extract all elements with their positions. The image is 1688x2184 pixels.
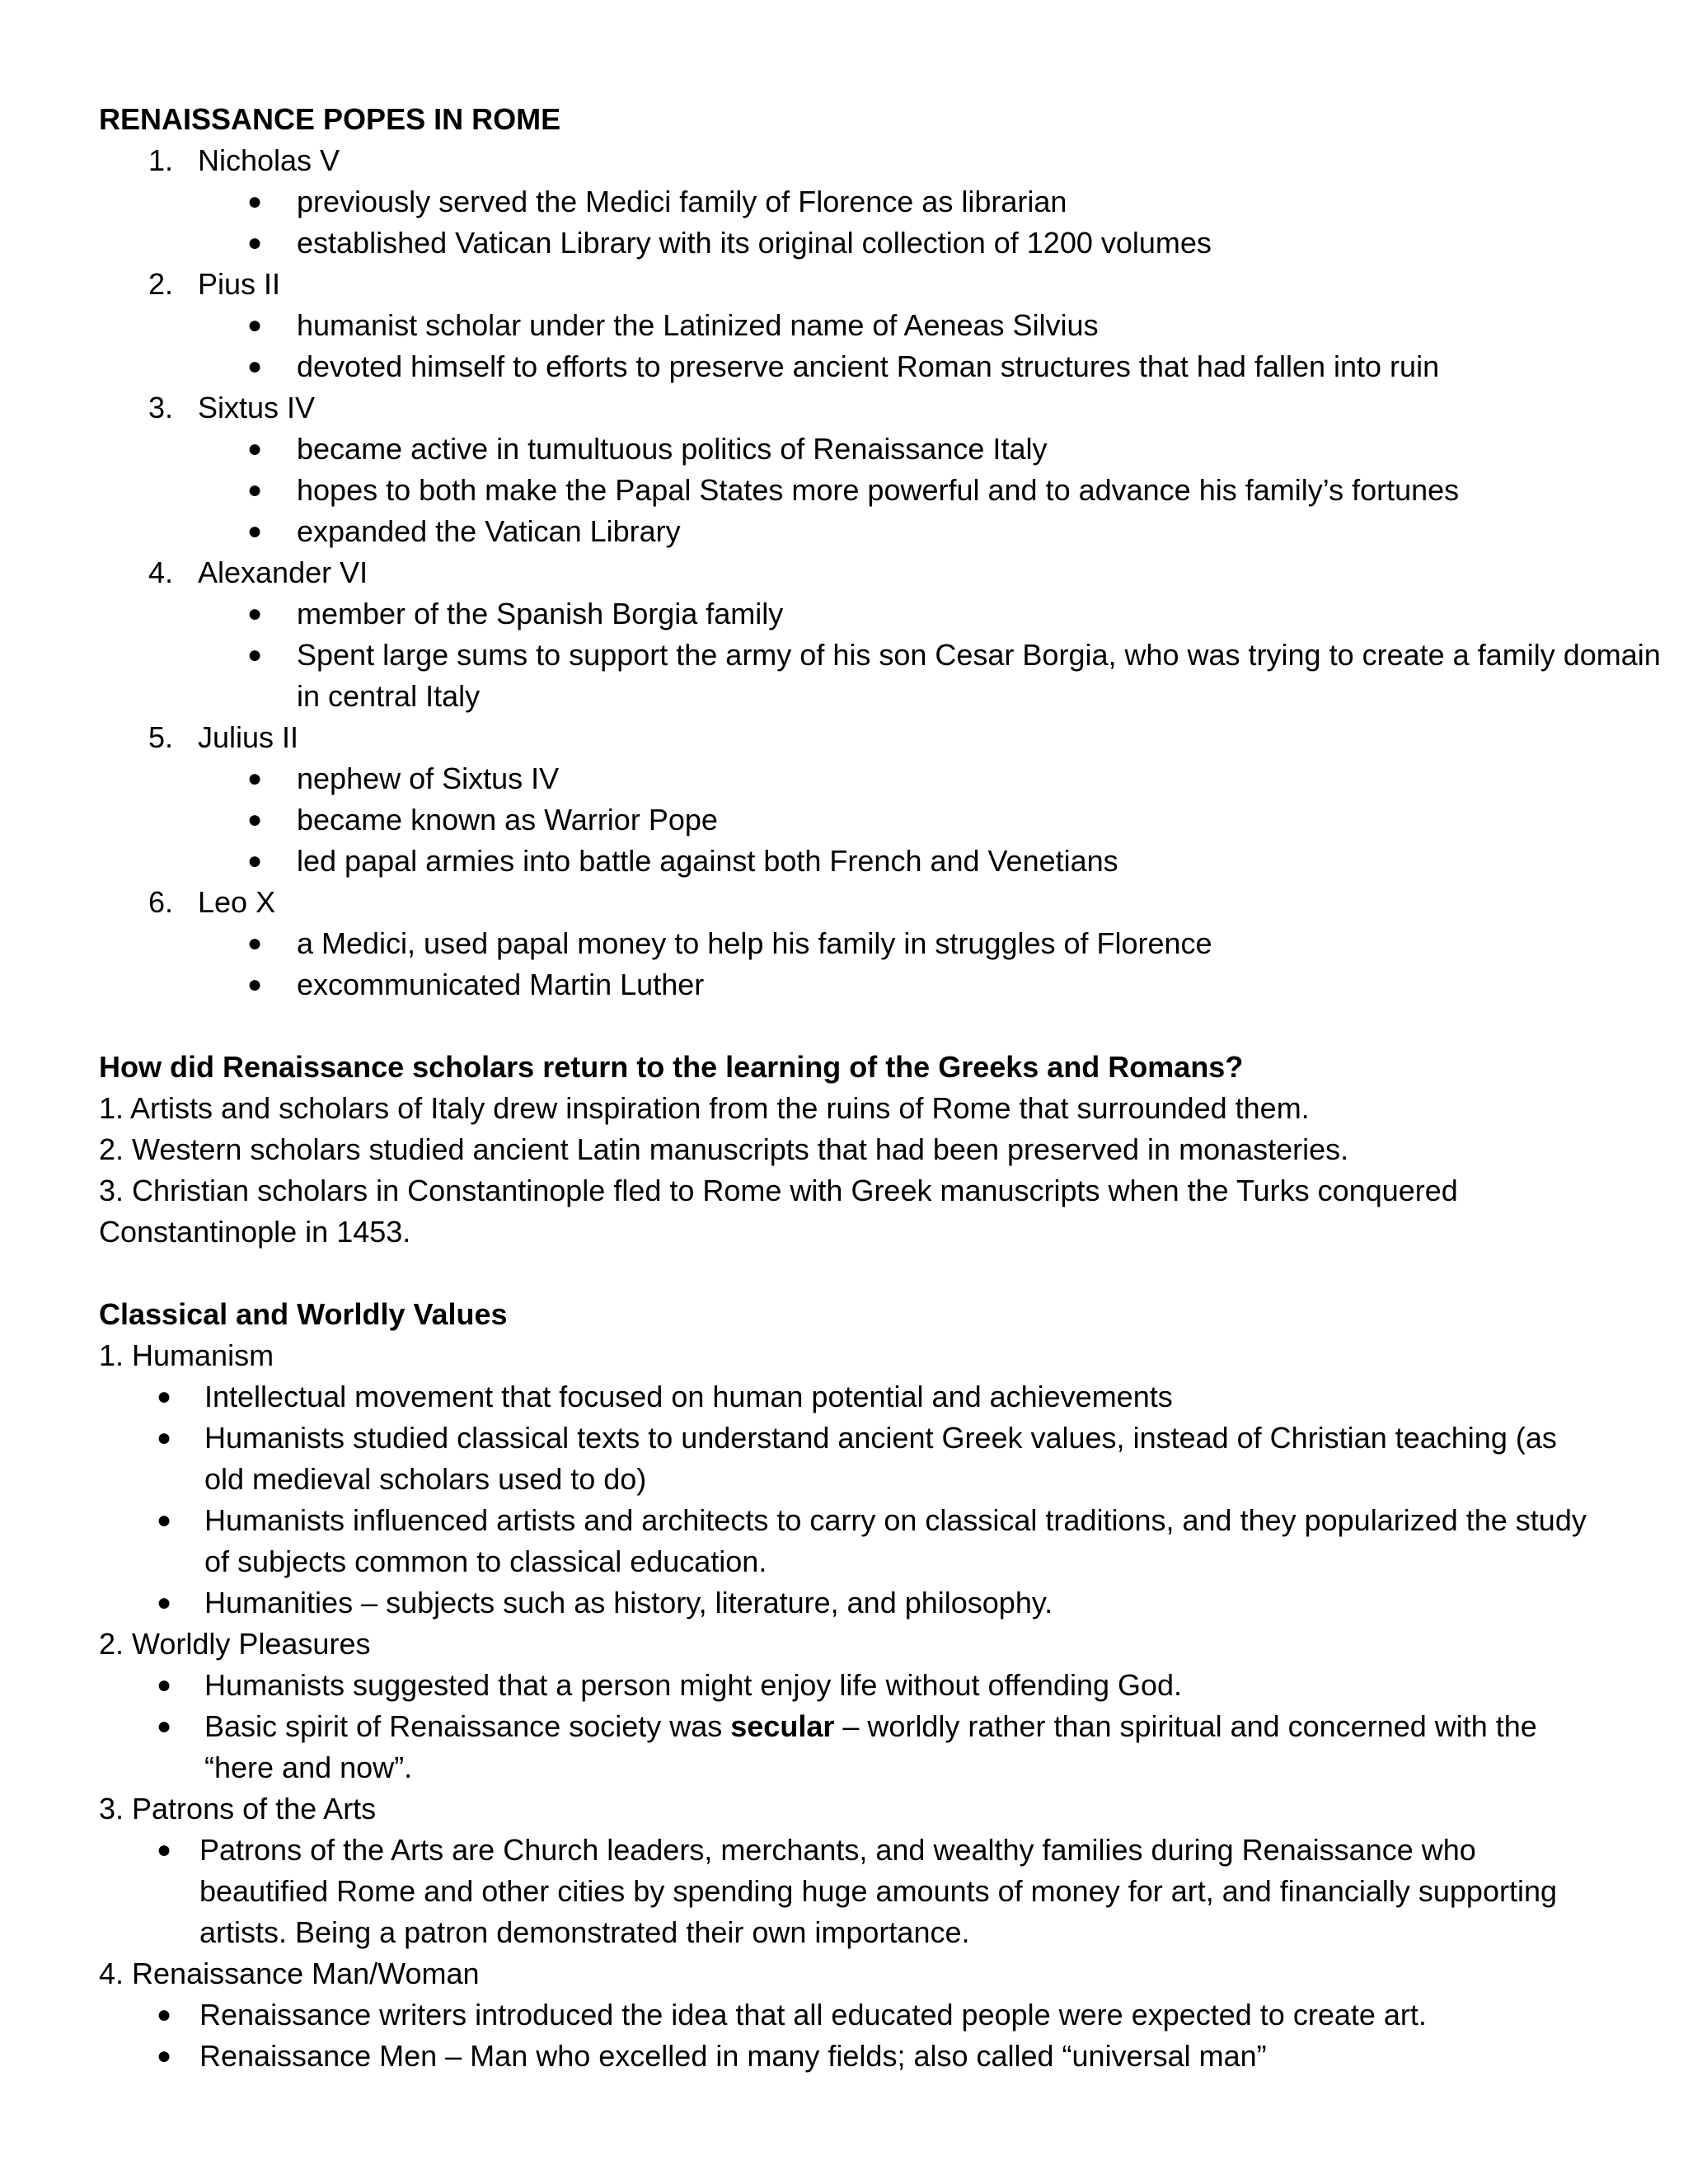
pope-fact	[99, 223, 1599, 264]
value-subheading: 1. Humanism	[99, 1338, 274, 1372]
document-page	[99, 99, 1661, 2077]
pope-fact	[99, 964, 1599, 1005]
value-point-text: Humanists suggested that a person might enjoy life without offending God.	[204, 1668, 1183, 1702]
learning-item: 3. Christian scholars in Constantinople fled to Rome with Greek manuscripts when the Turks conquered Constantinople in 1453.	[99, 1174, 1458, 1249]
bullet-icon: ●	[157, 2001, 172, 2028]
pope-name: Julius II	[198, 720, 299, 754]
value-point	[99, 1830, 1599, 1953]
pope-fact-text: led papal armies into battle against both French and Venetians	[297, 844, 1118, 878]
value-point-text	[204, 1706, 1589, 1788]
pope-fact	[99, 635, 1661, 717]
pope-fact-text: previously served the Medici family of Florence as librarian	[297, 185, 1067, 218]
pope-item	[99, 717, 1599, 758]
value-point	[99, 2036, 1599, 2077]
pope-fact	[99, 923, 1599, 964]
pope-fact-text: humanist scholar under the Latinized name of Aeneas Silvius	[297, 308, 1099, 342]
value-point	[99, 1706, 1599, 1788]
bullet-icon: ●	[157, 1713, 172, 1740]
value-subheading: 4. Renaissance Man/Woman	[99, 1957, 480, 1990]
value-point-text: Renaissance writers introduced the idea that all educated people were expected to create art.	[199, 1998, 1427, 2032]
value-point-text: Patrons of the Arts are Church leaders, merchants, and wealthy families during Renaissance who beautified Rome and other cities by spending huge amounts of money for art, and financially supporting artists. Being a patron demonstrated their own importance.	[199, 1833, 1557, 1949]
bullet-icon: ●	[247, 229, 263, 256]
pope-name: Alexander VI	[198, 555, 368, 589]
pope-fact	[99, 429, 1599, 470]
pope-name: Sixtus IV	[198, 391, 316, 424]
bullet-icon: ●	[247, 971, 263, 998]
value-subheading: 2. Worldly Pleasures	[99, 1627, 371, 1661]
pope-fact	[99, 593, 1599, 635]
value-subheading: 3. Patrons of the Arts	[99, 1792, 377, 1825]
bullet-icon: ●	[247, 930, 263, 957]
bullet-icon: ●	[247, 641, 263, 668]
bullet-icon: ●	[157, 1589, 172, 1616]
secular-definition-text: – worldly rather than spiritual and concerned with the “here and now”.	[204, 1709, 1537, 1784]
pope-name: Nicholas V	[198, 143, 340, 177]
pope-fact	[99, 346, 1599, 387]
learning-item: 1. Artists and scholars of Italy drew inspiration from the ruins of Rome that surrounded them.	[99, 1091, 1310, 1125]
bullet-icon: ●	[247, 765, 263, 792]
value-point	[99, 1994, 1599, 2036]
pope-item	[99, 264, 1599, 305]
bullet-icon: ●	[247, 312, 263, 339]
section-spacer	[99, 1005, 1599, 1047]
pope-fact-text: excommunicated Martin Luther	[297, 968, 705, 1001]
pope-fact-text: a Medici, used papal money to help his family in struggles of Florence	[297, 926, 1212, 960]
pope-item	[99, 387, 1599, 429]
pope-fact-text: member of the Spanish Borgia family	[297, 597, 784, 630]
pope-fact-text: became known as Warrior Pope	[297, 803, 718, 837]
popes-heading: RENAISSANCE POPES IN ROME	[99, 102, 561, 136]
bullet-icon: ●	[157, 1507, 172, 1534]
values-heading: Classical and Worldly Values	[99, 1297, 508, 1331]
pope-fact	[99, 470, 1599, 511]
pope-name: Leo X	[198, 885, 276, 919]
bullet-icon: ●	[247, 476, 263, 504]
pope-fact	[99, 305, 1599, 346]
bullet-icon: ●	[247, 353, 263, 380]
pope-item	[99, 552, 1599, 593]
pope-name: Pius II	[198, 267, 281, 301]
pope-fact-text: nephew of Sixtus IV	[297, 762, 560, 795]
value-point	[99, 1376, 1599, 1418]
value-point-text: Humanities – subjects such as history, literature, and philosophy.	[204, 1586, 1053, 1619]
pope-fact-text: devoted himself to efforts to preserve ancient Roman structures that had fallen into ruin	[297, 349, 1440, 383]
secular-term: secular	[730, 1709, 835, 1743]
section-spacer	[99, 1253, 1599, 1294]
value-point-text: Intellectual movement that focused on human potential and achievements	[204, 1380, 1173, 1413]
bullet-icon: ●	[247, 600, 263, 627]
value-point	[99, 1665, 1599, 1706]
bullet-icon: ●	[247, 188, 263, 215]
pope-fact-text: established Vatican Library with its original collection of 1200 volumes	[297, 226, 1212, 260]
pope-fact-text: became active in tumultuous politics of Renaissance Italy	[297, 432, 1048, 466]
secular-intro-text: Basic spirit of Renaissance society was	[204, 1709, 731, 1743]
value-point	[99, 1582, 1599, 1624]
pope-number: 5.	[148, 720, 174, 754]
pope-number: 3.	[148, 391, 174, 424]
pope-fact-text: hopes to both make the Papal States more powerful and to advance his family’s fortunes	[297, 473, 1460, 507]
bullet-icon: ●	[157, 1383, 172, 1410]
pope-number: 6.	[148, 885, 174, 919]
bullet-icon: ●	[247, 806, 263, 833]
value-point-text: Humanists influenced artists and architects to carry on classical traditions, and they popularized the study of subjects common to classical education.	[204, 1503, 1587, 1578]
pope-number: 4.	[148, 555, 174, 589]
value-point-text: Humanists studied classical texts to understand ancient Greek values, instead of Christian teaching (as old medieval scholars used to do)	[204, 1421, 1557, 1496]
pope-item	[99, 882, 1599, 923]
value-point	[99, 1500, 1599, 1582]
bullet-icon: ●	[157, 1424, 172, 1451]
bullet-icon: ●	[157, 1671, 172, 1699]
pope-fact-text: expanded the Vatican Library	[297, 514, 681, 548]
pope-fact	[99, 758, 1599, 799]
bullet-icon: ●	[157, 2042, 172, 2069]
bullet-icon: ●	[247, 847, 263, 874]
value-point-text: Renaissance Men – Man who excelled in many fields; also called “universal man”	[199, 2039, 1267, 2073]
pope-fact	[99, 841, 1599, 882]
pope-number: 2.	[148, 267, 174, 301]
value-point	[99, 1418, 1599, 1500]
pope-fact	[99, 511, 1599, 552]
bullet-icon: ●	[157, 1836, 172, 1863]
pope-fact	[99, 799, 1599, 841]
learning-heading: How did Renaissance scholars return to the learning of the Greeks and Romans?	[99, 1050, 1244, 1084]
learning-item: 2. Western scholars studied ancient Latin manuscripts that had been preserved in monasteries.	[99, 1132, 1349, 1166]
bullet-icon: ●	[247, 435, 263, 462]
pope-fact-text: Spent large sums to support the army of his son Cesar Borgia, who was trying to create a family domain in central Italy	[297, 638, 1661, 713]
pope-fact	[99, 181, 1599, 223]
pope-number: 1.	[148, 143, 174, 177]
pope-item	[99, 140, 1599, 181]
bullet-icon: ●	[247, 518, 263, 545]
